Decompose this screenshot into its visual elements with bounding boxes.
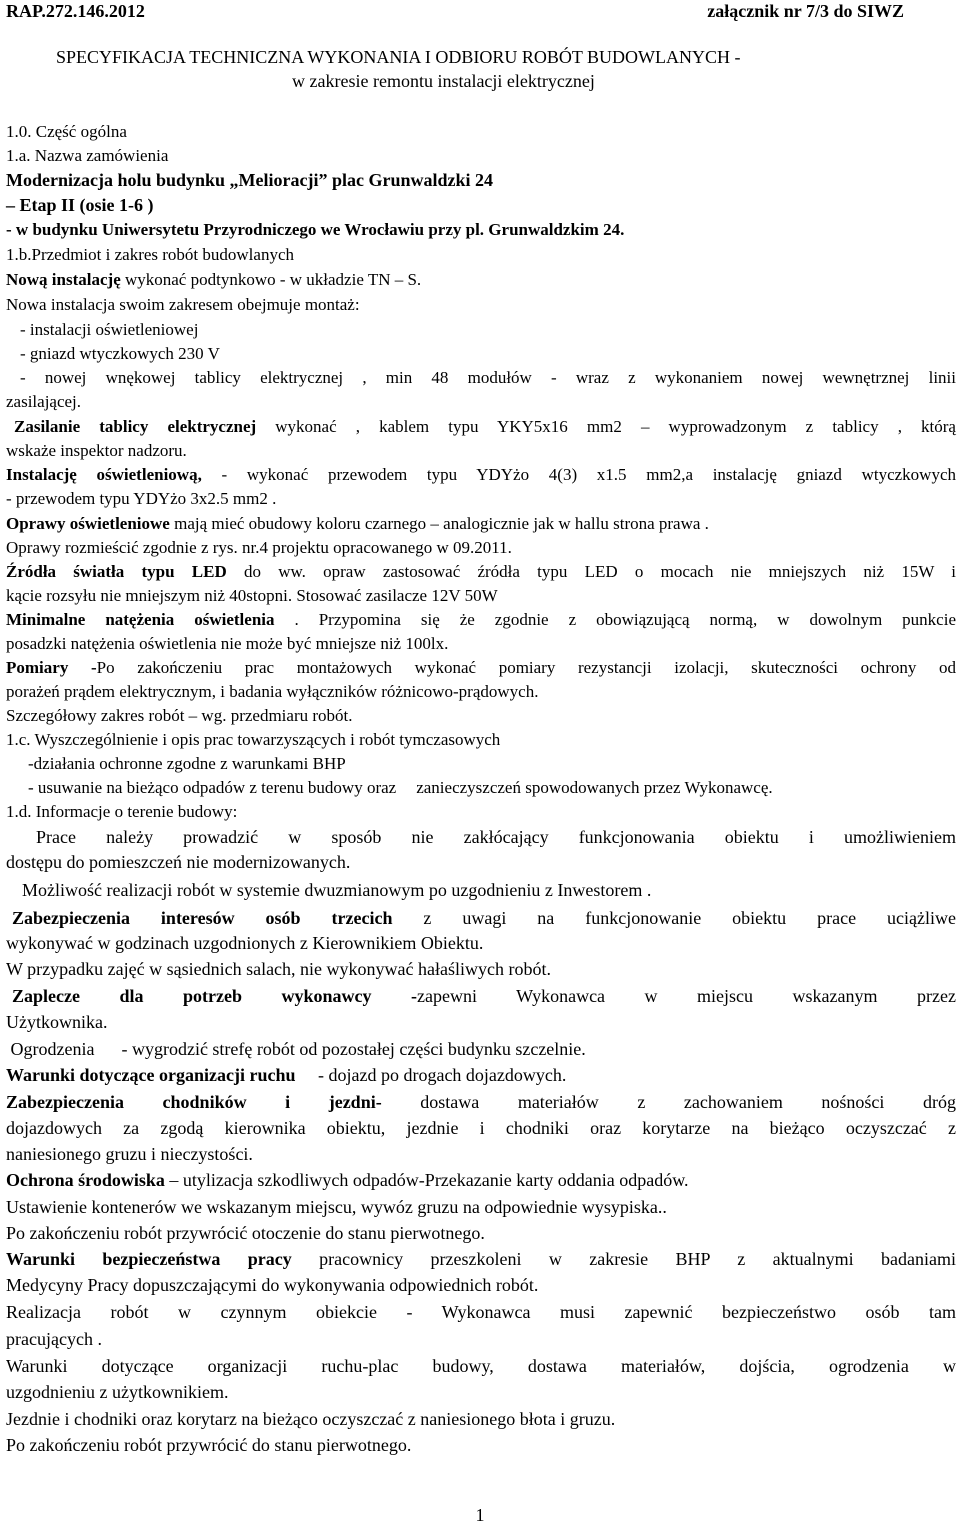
paragraph-text: zapewni Wykonawca w miejscu wskazanym przez bbox=[417, 986, 956, 1006]
paragraph-detailed-scope: Szczegółowy zakres robót – wg. przedmiaru robót. bbox=[6, 706, 353, 725]
paragraph-text: - dojazd po drogach dojazdowych. bbox=[295, 1065, 567, 1085]
paragraph-text: z uwagi na funkcjonowanie obiektu prace uciążliwe bbox=[392, 908, 956, 928]
paragraph-text: . Przypomina się że zgodnie z obowiązującą normą, w dowolnym punkcie bbox=[274, 610, 956, 629]
paragraph-two-shift: Możliwość realizacji robót w systemie dwuzmianowym po uzgodnieniu z Inwestorem . bbox=[22, 880, 652, 900]
paragraph-panel-supply-cont: wskaże inspektor nadzoru. bbox=[6, 441, 187, 460]
list-item-bhp: -działania ochronne zgodne z warunkami BHP bbox=[28, 754, 346, 773]
section-1-0-heading: 1.0. Część ogólna bbox=[6, 122, 127, 141]
paragraph-roads bbox=[6, 1091, 956, 1113]
list-item-waste-part2: zanieczyszczeń spowodowanych przez Wykonawcę. bbox=[416, 778, 773, 797]
order-name-line2: – Etap II (osie 1-6 ) bbox=[6, 195, 154, 215]
paragraph-safety-cont: Medycyny Pracy dopuszczającymi do wykonywania odpowiednich robót. bbox=[6, 1275, 539, 1295]
paragraph-illuminance bbox=[6, 609, 956, 631]
order-name-line3: - w budynku Uniwersytetu Przyrodniczego we Wrocławiu przy pl. Grunwaldzkim 24. bbox=[6, 220, 625, 239]
bold-lead: Minimalne natężenia oświetlenia bbox=[6, 610, 275, 629]
paragraph-lighting-install bbox=[6, 464, 956, 486]
paragraph-contractor-base bbox=[12, 985, 956, 1007]
bold-lead: Zasilanie tablicy elektrycznej bbox=[14, 417, 257, 436]
paragraph-new-installation bbox=[6, 269, 956, 291]
paragraph-text: dostawa materiałów z zachowaniem nośności dróg bbox=[381, 1092, 956, 1112]
paragraph-text: do ww. opraw zastosować źródła typu LED o mocach nie mniejszych niż 15W i bbox=[226, 562, 956, 581]
paragraph-lighting-install-cont: - przewodem typu YDYżo 3x2.5 mm2 . bbox=[6, 489, 277, 508]
paragraph-active-building: Realizacja robót w czynnym obiekcie - Wykonawca musi zapewnić bezpieczeństwo osób tam bbox=[6, 1302, 956, 1322]
paragraph-traffic bbox=[6, 1064, 956, 1086]
paragraph-noise: W przypadku zajęć w sąsiednich salach, nie wykonywać hałaśliwych robót. bbox=[6, 959, 551, 979]
document-reference: RAP.272.146.2012 bbox=[6, 1, 145, 21]
bold-lead: Zabezpieczenia interesów osób trzecich bbox=[12, 908, 393, 928]
paragraph-luminaire-layout: Oprawy rozmieścić zgodnie z rys. nr.4 projektu opracowanego w 09.2011. bbox=[6, 538, 512, 557]
paragraph-environment bbox=[6, 1169, 956, 1191]
paragraph-scope-intro: Nowa instalacja swoim zakresem obejmuje montaż: bbox=[6, 295, 360, 314]
paragraph-fencing: Ogrodzenia - wygrodzić strefę robót od pozostałej części budynku szczelnie. bbox=[6, 1039, 586, 1059]
paragraph-work-manner-cont: dostępu do pomieszczeń nie modernizowanych. bbox=[6, 852, 351, 872]
section-1a-heading: 1.a. Nazwa zamówienia bbox=[6, 146, 169, 165]
paragraph-restore-state: Po zakończeniu robót przywrócić do stanu pierwotnego. bbox=[6, 1435, 412, 1455]
bold-lead: Zabezpieczenia chodników i jezdni- bbox=[6, 1092, 382, 1112]
paragraph-containers: Ustawienie kontenerów we wskazanym miejscu, wywóz gruzu na odpowiednie wysypiska.. bbox=[6, 1197, 667, 1217]
paragraph-roads-cont: dojazdowych za zgodą kierownika obiektu, jezdnie i chodniki oraz korytarze na bieżąco oczyszczać z bbox=[6, 1118, 956, 1138]
paragraph-work-manner: Prace należy prowadzić w sposób nie zakłócający funkcjonowania obiektu i umożliwieniem bbox=[36, 827, 956, 847]
paragraph-illuminance-cont: posadzki natężenia oświetlenia nie może być mniejsze niż 100lx. bbox=[6, 634, 449, 653]
attachment-note: załącznik nr 7/3 do SIWZ bbox=[707, 1, 904, 21]
list-item-waste-part1: - usuwanie na bieżąco odpadów z terenu budowy oraz bbox=[28, 778, 397, 797]
paragraph-roads-cont2: naniesionego gruzu i nieczystości. bbox=[6, 1144, 253, 1164]
paragraph-measurements bbox=[6, 657, 956, 679]
bold-lead: Instalację oświetleniową, bbox=[6, 465, 202, 484]
paragraph-panel-supply bbox=[14, 416, 956, 438]
list-item-panel-cont: zasilającej. bbox=[6, 392, 82, 411]
bold-lead: Nową instalację bbox=[6, 270, 121, 289]
paragraph-text: Po zakończeniu prac montażowych wykonać pomiary rezystancji izolacji, skuteczności ochrony od bbox=[96, 658, 956, 677]
paragraph-cleaning: Jezdnie i chodniki oraz korytarz na bieżąco oczyszczać z naniesionego błota i gruzu. bbox=[6, 1409, 616, 1429]
paragraph-safety bbox=[6, 1248, 956, 1270]
paragraph-text: wykonać , kablem typu YKY5x16 mm2 – wyprowadzonym z tablicy , którą bbox=[256, 417, 956, 436]
paragraph-contractor-base-cont: Użytkownika. bbox=[6, 1012, 108, 1032]
paragraph-text: – utylizacja szkodliwych odpadów-Przekazanie karty oddania odpadów. bbox=[164, 1170, 689, 1190]
spec-title-line1: SPECYFIKACJA TECHNICZNA WYKONANIA I ODBIORU ROBÓT BUDOWLANYCH - bbox=[56, 47, 741, 67]
list-item-waste bbox=[28, 777, 960, 799]
paragraph-third-party-cont: wykonywać w godzinach uzgodnionych z Kierownikiem Obiektu. bbox=[6, 933, 484, 953]
bold-lead: Oprawy oświetleniowe bbox=[6, 514, 170, 533]
paragraph-led-sources-cont: kącie rozsyłu nie mniejszym niż 40stopni. Stosować zasilacze 12V 50W bbox=[6, 586, 498, 605]
bold-lead: Ochrona środowiska bbox=[6, 1170, 165, 1190]
section-1d-heading: 1.d. Informacje o terenie budowy: bbox=[6, 802, 238, 821]
paragraph-site-organisation: Warunki dotyczące organizacji ruchu-plac budowy, dostawa materiałów, dojścia, ogrodzenia w bbox=[6, 1356, 956, 1376]
bold-lead: Pomiary - bbox=[6, 658, 97, 677]
paragraph-site-organisation-cont: uzgodnieniu z użytkownikiem. bbox=[6, 1382, 229, 1402]
page-number: 1 bbox=[475, 1505, 485, 1525]
list-item-panel: - nowej wnękowej tablicy elektrycznej , min 48 modułów - wraz z wykonaniem nowej wewnętrznej linii bbox=[20, 368, 956, 387]
bold-lead: Zaplecze dla potrzeb wykonawcy - bbox=[12, 986, 418, 1006]
paragraph-led-sources bbox=[6, 561, 956, 583]
paragraph-text: pracownicy przeszkoleni w zakresie BHP z aktualnymi badaniami bbox=[291, 1249, 956, 1269]
spec-title-line2: w zakresie remontu instalacji elektrycznej bbox=[292, 71, 595, 91]
section-1c-heading: 1.c. Wyszczególnienie i opis prac towarzyszących i robót tymczasowych bbox=[6, 730, 501, 749]
paragraph-luminaires bbox=[6, 513, 956, 535]
bold-lead: Warunki dotyczące organizacji ruchu bbox=[6, 1065, 296, 1085]
section-1b-heading: 1.b.Przedmiot i zakres robót budowlanych bbox=[6, 245, 294, 264]
order-name-line1: Modernizacja holu budynku „Melioracji” plac Grunwaldzki 24 bbox=[6, 170, 494, 190]
paragraph-text: mają mieć obudowy koloru czarnego – analogicznie jak w hallu strona prawa . bbox=[169, 514, 709, 533]
paragraph-text: wykonać podtynkowo - w układzie TN – S. bbox=[120, 270, 422, 289]
paragraph-third-party bbox=[12, 907, 956, 929]
bold-lead: Źródła światła typu LED bbox=[6, 562, 227, 581]
paragraph-restore-surroundings: Po zakończeniu robót przywrócić otoczenie do stanu pierwotnego. bbox=[6, 1223, 485, 1243]
list-item-sockets: - gniazd wtyczkowych 230 V bbox=[20, 344, 220, 363]
paragraph-active-building-cont: pracujących . bbox=[6, 1329, 102, 1349]
bold-lead: Warunki bezpieczeństwa pracy bbox=[6, 1249, 292, 1269]
paragraph-text: - wykonać przewodem typu YDYżo 4(3) x1.5 mm2,a instalację gniazd wtyczkowych bbox=[201, 465, 957, 484]
list-item-lighting: - instalacji oświetleniowej bbox=[20, 320, 199, 339]
paragraph-measurements-cont: porażeń prądem elektrycznym, i badania wyłączników różnicowo-prądowych. bbox=[6, 682, 539, 701]
